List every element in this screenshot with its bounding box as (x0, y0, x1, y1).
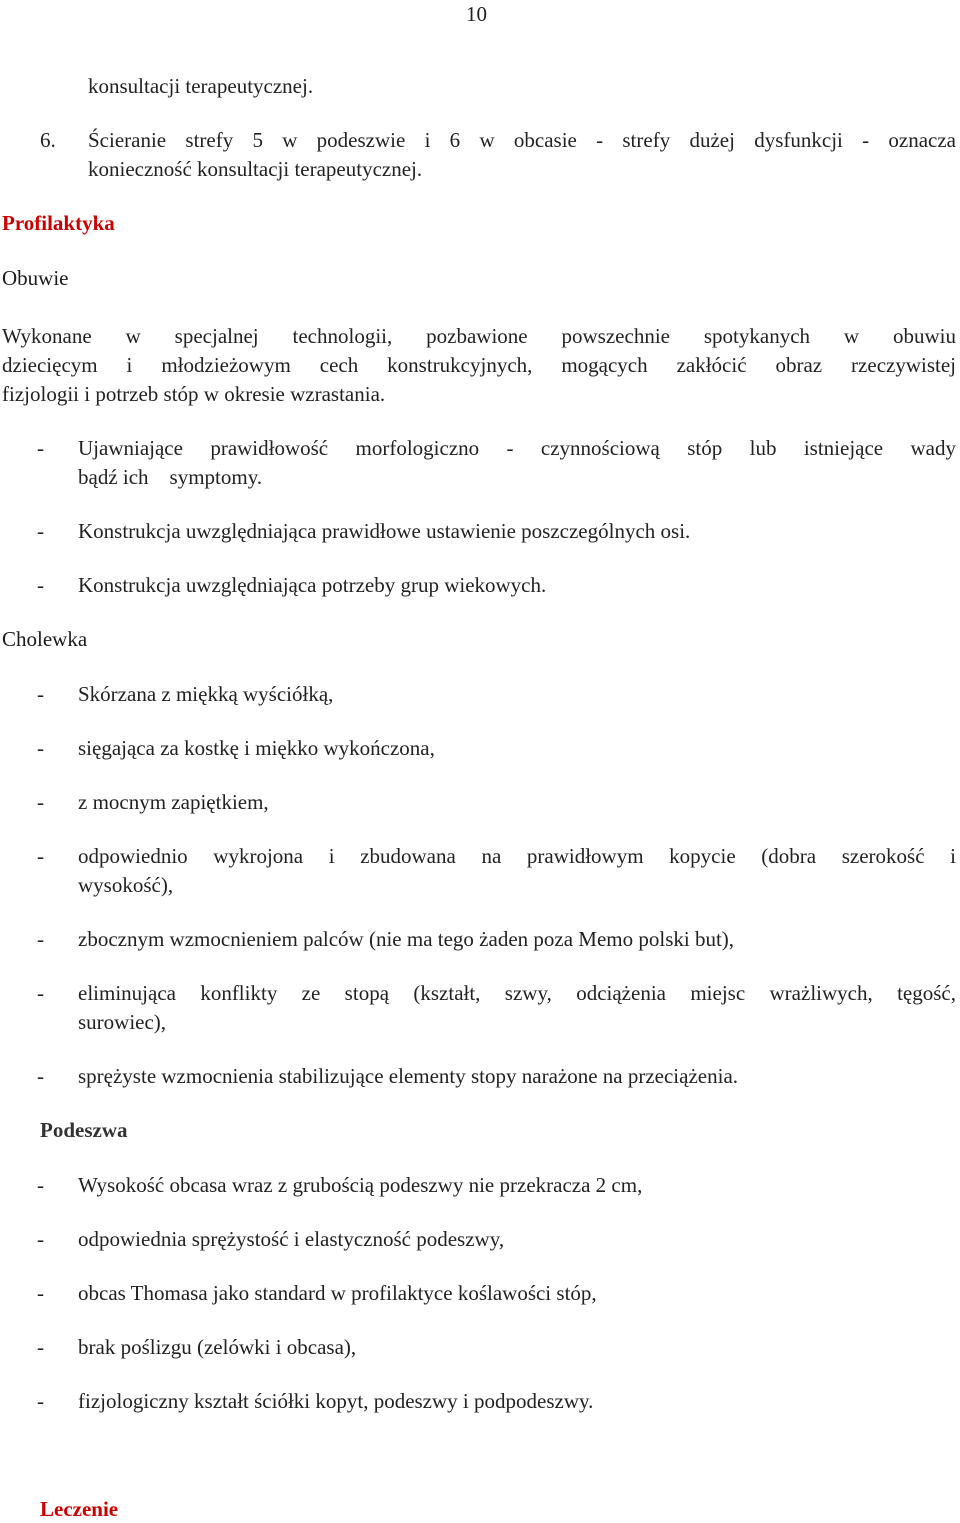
bullet-marker: - (37, 436, 44, 460)
list-item-text: Ścieranie strefy 5 w podeszwie i 6 w obcasie - strefy dużej dysfunkcji - oznacza (88, 128, 956, 152)
list-number: 6. (40, 128, 56, 152)
paragraph-line: Wykonane w specjalnej technologii, pozbawione powszechnie spotykanych w obuwiu (2, 324, 956, 348)
list-item: Konstrukcja uwzględniająca prawidłowe ustawienie poszczególnych osi. (78, 519, 691, 543)
list-item: sięgająca za kostkę i miękko wykończona, (78, 736, 435, 760)
list-item: odpowiednio wykrojona i zbudowana na prawidłowym kopycie (dobra szerokość i (78, 844, 956, 868)
list-item: z mocnym zapiętkiem, (78, 790, 269, 814)
bullet-marker: - (37, 1173, 44, 1197)
bullet-marker: - (37, 1335, 44, 1359)
bullet-marker: - (37, 790, 44, 814)
list-item: zbocznym wzmocnieniem palców (nie ma tego żaden poza Memo polski but), (78, 927, 735, 951)
list-item-text: konieczność konsultacji terapeutycznej. (88, 157, 423, 181)
list-item: fizjologiczny kształt ściółki kopyt, podeszwy i podpodeszwy. (78, 1389, 594, 1413)
paragraph-line: dziecięcym i młodzieżowym cech konstrukcyjnych, mogących zakłócić obraz rzeczywistej (2, 353, 956, 377)
list-item: eliminująca konflikty ze stopą (kształt, szwy, odciążenia miejsc wrażliwych, tęgość, (78, 981, 956, 1005)
bullet-marker: - (37, 844, 44, 868)
paragraph-line: fizjologii i potrzeb stóp w okresie wzrastania. (2, 382, 386, 406)
list-item: odpowiednia sprężystość i elastyczność podeszwy, (78, 1227, 505, 1251)
bullet-marker: - (37, 573, 44, 597)
list-item: surowiec), (78, 1010, 167, 1034)
subheading-cholewka: Cholewka (2, 627, 88, 651)
list-item: wysokość), (78, 873, 174, 897)
bullet-marker: - (37, 1389, 44, 1413)
bullet-marker: - (37, 1064, 44, 1088)
subheading-podeszwa: Podeszwa (40, 1118, 128, 1142)
list-item: Wysokość obcasa wraz z grubością podeszwy nie przekracza 2 cm, (78, 1173, 643, 1197)
bullet-marker: - (37, 927, 44, 951)
list-item: sprężyste wzmocnienia stabilizujące elementy stopy narażone na przeciążenia. (78, 1064, 739, 1088)
page-number: 10 (466, 2, 487, 26)
continuation-text: konsultacji terapeutycznej. (88, 74, 314, 98)
section-heading-leczenie: Leczenie (40, 1497, 119, 1521)
list-item: Ujawniające prawidłowość morfologiczno - czynnościową stóp lub istniejące wady (78, 436, 956, 460)
subheading-obuwie: Obuwie (2, 266, 69, 290)
list-item: bądź ich symptomy. (78, 465, 263, 489)
bullet-marker: - (37, 981, 44, 1005)
bullet-marker: - (37, 1281, 44, 1305)
section-heading-profilaktyka: Profilaktyka (2, 211, 115, 235)
list-item: Skórzana z miękką wyściółką, (78, 682, 334, 706)
list-item: brak poślizgu (zelówki i obcasa), (78, 1335, 357, 1359)
bullet-marker: - (37, 682, 44, 706)
bullet-marker: - (37, 736, 44, 760)
bullet-marker: - (37, 1227, 44, 1251)
bullet-marker: - (37, 519, 44, 543)
list-item: obcas Thomasa jako standard w profilaktyce koślawości stóp, (78, 1281, 597, 1305)
list-item: Konstrukcja uwzględniająca potrzeby grup wiekowych. (78, 573, 547, 597)
